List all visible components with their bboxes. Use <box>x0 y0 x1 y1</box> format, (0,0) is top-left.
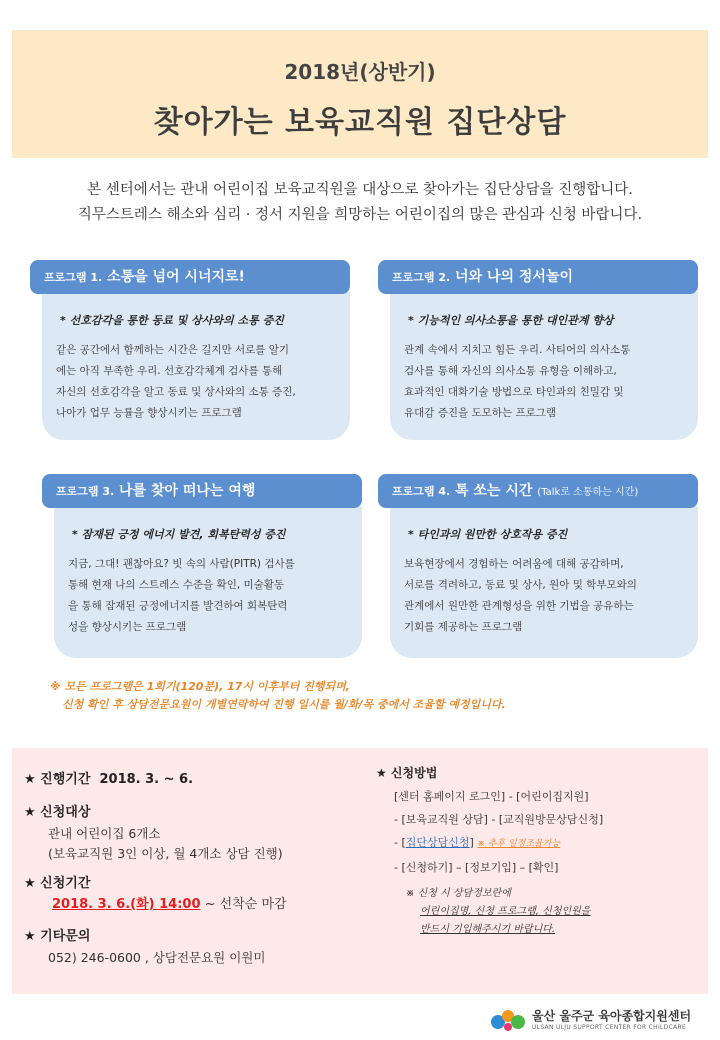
intro-text <box>0 178 720 228</box>
program-description <box>404 340 684 424</box>
method-label: ★ 신청방법 <box>376 766 438 780</box>
desc-line: 유대감 증진을 도모하는 프로그램 <box>404 407 557 419</box>
note-line: ※ 모든 프로그램은 1회기(120분), 17시 이후부터 진행되며, <box>50 680 350 693</box>
program-card-1 <box>30 260 350 440</box>
program-number: 프로그램 4. <box>392 485 451 498</box>
info-left-column <box>24 762 287 968</box>
apply-deadline: 2018. 3. 6.(화) 14:00 <box>52 897 201 912</box>
program-suffix: (Talk로 소통하는 시간) <box>537 487 639 498</box>
program-description <box>404 554 684 638</box>
program-name: 너와 나의 정서놀이 <box>455 269 573 285</box>
center-logo <box>490 1006 691 1032</box>
logo-english: ULSAN ULJU SUPPORT CENTER FOR CHILDCARE <box>532 1024 687 1031</box>
program-number: 프로그램 2. <box>392 271 451 284</box>
program-description <box>68 554 348 638</box>
program-name: 톡 쏘는 시간 <box>455 483 533 499</box>
desc-line: 관계 속에서 지치고 힘든 우리. 사티어의 의사소통 <box>404 344 631 356</box>
program-number: 프로그램 3. <box>56 485 115 498</box>
program-body <box>54 506 362 658</box>
desc-line: 보육현장에서 경험하는 어려움에 대해 공감하며, <box>404 558 624 570</box>
group-counsel-link[interactable]: 집단상담신청 <box>405 836 470 849</box>
contact-value: 052) 246-0600 , 상담전문요원 이원미 <box>48 950 266 965</box>
intro-line: 직무스트레스 해소와 심리 · 정서 지원을 희망하는 어린이집의 많은 관심과 신청 바랍니다. <box>77 207 643 223</box>
program-emphasis: * 선호감각을 통한 동료 및 상사와의 소통 증진 <box>60 314 284 327</box>
step-text: - [ <box>394 836 406 849</box>
program-body <box>390 506 698 658</box>
desc-line: 기회를 제공하는 프로그램 <box>404 621 523 633</box>
program-card-3 <box>42 474 362 658</box>
apply-rest: ~ 선착순 마감 <box>200 897 287 912</box>
method-step: [센터 홈페이지 로그인] - [어린이집지원] <box>394 790 589 803</box>
target-line: (보육교직원 3인 이상, 월 4개소 상담 진행) <box>48 846 283 861</box>
method-step: - [신청하기] – [정보기입] – [확인] <box>394 861 559 874</box>
method-memo <box>376 885 603 939</box>
period-row <box>24 768 287 787</box>
contact-label: ★ 기타문의 <box>24 929 91 944</box>
period-label: ★ 진행기간 <box>24 772 91 787</box>
info-right-column <box>376 764 603 939</box>
program-emphasis: * 타인과의 원만한 상호작용 증진 <box>408 528 568 541</box>
desc-line: 효과적인 대화기술 방법으로 타인과의 친밀감 및 <box>404 386 624 398</box>
desc-line: 을 통해 잠재된 긍정에너지를 발견하여 회복탄력 <box>68 600 288 612</box>
apply-period-row <box>24 895 287 915</box>
logo-text <box>532 1007 691 1031</box>
period-value: 2018. 3. ~ 6. <box>99 772 194 787</box>
program-card-4 <box>378 474 698 658</box>
application-info-box <box>12 748 708 994</box>
program-emphasis: * 잠재된 긍정 에너지 발견, 회복탄력성 증진 <box>72 528 286 541</box>
memo-line: 반드시 기입해주시기 바랍니다. <box>420 924 556 935</box>
program-description <box>56 340 336 424</box>
desc-line: 지금, 그대! 괜찮아요? 빗 속의 사람(PITR) 검사를 <box>68 558 295 570</box>
target-label: ★ 신청대상 <box>24 805 91 820</box>
desc-line: 서로를 격려하고, 동료 및 상사, 원아 및 학부모와의 <box>404 579 637 591</box>
program-number: 프로그램 1. <box>44 271 103 284</box>
intro-line: 본 센터에서는 관내 어린이집 보육교직원을 대상으로 찾아가는 집단상담을 진행합니다. <box>87 182 633 198</box>
apply-period-label: ★ 신청기간 <box>24 876 91 891</box>
method-step: - [보육교직원 상담] - [교직원방문상담신청] <box>394 813 604 826</box>
step-text: ] <box>469 836 478 849</box>
program-body <box>390 292 698 440</box>
desc-line: 관계에서 원만한 관계형성을 위한 기법을 공유하는 <box>404 600 634 612</box>
memo-line: ※ 신청 시 상담정보란에 <box>406 888 511 899</box>
target-line: 관내 어린이집 6개소 <box>48 826 161 841</box>
note-line: 신청 확인 후 상담전문요원이 개별연락하여 진행 일시를 월/화/목 중에서 조율할 예정입니다. <box>62 698 506 711</box>
program-name: 나를 찾아 떠나는 여행 <box>119 483 256 499</box>
desc-line: 에는 아직 부족한 우리. 선호감각체계 검사를 통해 <box>56 365 283 377</box>
memo-line: 어린이집명, 신청 프로그램, 신청인원을 <box>420 906 591 917</box>
desc-line: 검사를 통해 자신의 의사소통 유형을 이해하고, <box>404 365 617 377</box>
program-emphasis: * 기능적인 의사소통을 통한 대인관계 향상 <box>408 314 614 327</box>
program-tab <box>30 260 350 294</box>
program-note <box>50 678 506 714</box>
desc-line: 나아가 업무 능률을 향상시키는 프로그램 <box>56 407 242 419</box>
header-subtitle: 2018년(상반기) <box>284 60 436 84</box>
desc-line: 성을 향상시키는 프로그램 <box>68 621 187 633</box>
program-tab <box>378 474 698 508</box>
program-tab <box>42 474 362 508</box>
logo-mark-icon <box>490 1006 526 1032</box>
desc-line: 통해 현재 나의 스트레스 수준을 확인, 미술활동 <box>68 579 285 591</box>
program-card-2 <box>378 260 698 440</box>
logo-name: 울산 울주군 육아종합지원센터 <box>532 1009 692 1023</box>
program-body <box>42 292 350 440</box>
desc-line: 같은 공간에서 함께하는 시간은 길지만 서로를 알기 <box>56 344 290 356</box>
program-tab <box>378 260 698 294</box>
desc-line: 자신의 선호감각을 알고 동료 및 상사와의 소통 증진, <box>56 386 296 398</box>
program-name: 소통을 넘어 시너지로! <box>107 269 245 285</box>
header-banner <box>12 30 708 158</box>
page-title: 찾아가는 보육교직원 집단상담 <box>153 105 567 140</box>
method-step <box>376 831 603 856</box>
schedule-note: ※ 추후 일정조율가능 <box>477 839 561 849</box>
